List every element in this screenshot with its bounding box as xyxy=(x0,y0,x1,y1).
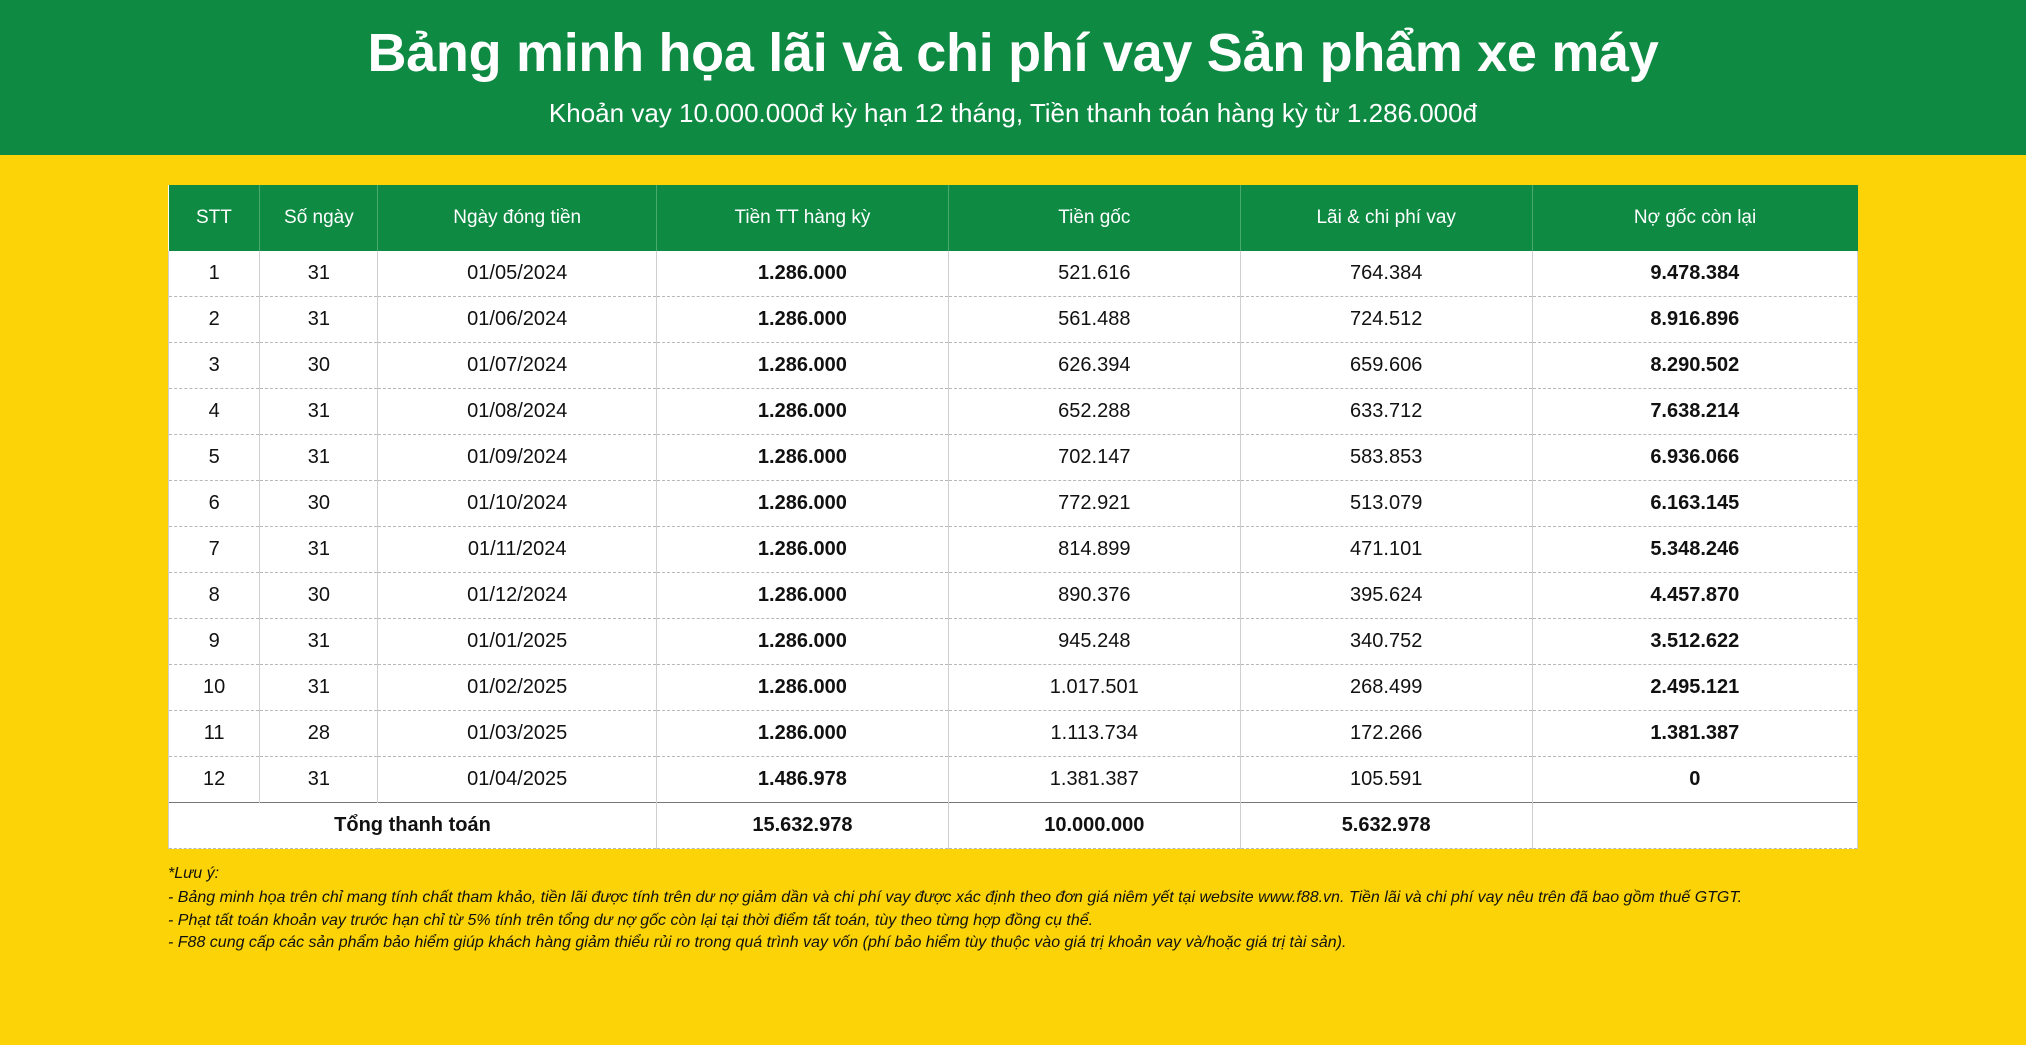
cell-remaining-principal: 4.457.870 xyxy=(1532,573,1857,619)
cell-principal: 1.017.501 xyxy=(948,665,1240,711)
cell-stt: 5 xyxy=(169,435,260,481)
cell-interest-fee: 633.712 xyxy=(1240,389,1532,435)
cell-payment-date: 01/05/2024 xyxy=(378,251,657,297)
cell-interest-fee: 395.624 xyxy=(1240,573,1532,619)
cell-stt: 3 xyxy=(169,343,260,389)
page-title: Bảng minh họa lãi và chi phí vay Sản phẩm xe máy xyxy=(367,23,1659,83)
cell-periodic-payment: 1.286.000 xyxy=(656,573,948,619)
cell-periodic-payment: 1.286.000 xyxy=(656,481,948,527)
cell-principal: 626.394 xyxy=(948,343,1240,389)
cell-interest-fee: 583.853 xyxy=(1240,435,1532,481)
cell-remaining-principal: 6.936.066 xyxy=(1532,435,1857,481)
cell-stt: 2 xyxy=(169,297,260,343)
table-row xyxy=(169,481,1858,527)
cell-principal: 521.616 xyxy=(948,251,1240,297)
cell-days: 30 xyxy=(260,573,378,619)
cell-stt: 9 xyxy=(169,619,260,665)
cell-interest-fee: 172.266 xyxy=(1240,711,1532,757)
cell-payment-date: 01/03/2025 xyxy=(378,711,657,757)
cell-payment-date: 01/01/2025 xyxy=(378,619,657,665)
cell-remaining-principal: 6.163.145 xyxy=(1532,481,1857,527)
table-row xyxy=(169,711,1858,757)
cell-remaining-principal: 1.381.387 xyxy=(1532,711,1857,757)
cell-periodic-payment: 1.286.000 xyxy=(656,619,948,665)
cell-stt: 8 xyxy=(169,573,260,619)
cell-days: 28 xyxy=(260,711,378,757)
cell-payment-date: 01/02/2025 xyxy=(378,665,657,711)
footnotes xyxy=(168,863,1858,955)
cell-days: 31 xyxy=(260,757,378,803)
footnote-line-2: - Phạt tất toán khoản vay trước hạn chỉ từ 5% tính trên tổng dư nợ gốc còn lại tại thời điểm tất toán, tùy theo từng hợp đồng cụ thể. xyxy=(168,911,1094,929)
cell-days: 31 xyxy=(260,389,378,435)
cell-days: 31 xyxy=(260,297,378,343)
cell-interest-fee: 724.512 xyxy=(1240,297,1532,343)
cell-days: 31 xyxy=(260,435,378,481)
cell-periodic-payment: 1.286.000 xyxy=(656,297,948,343)
cell-remaining-principal: 0 xyxy=(1532,757,1857,803)
cell-days: 31 xyxy=(260,527,378,573)
cell-periodic-payment: 1.286.000 xyxy=(656,711,948,757)
column-header-stt: STT xyxy=(169,185,260,251)
page-subtitle: Khoản vay 10.000.000đ kỳ hạn 12 tháng, Tiền thanh toán hàng kỳ từ 1.286.000đ xyxy=(548,98,1478,129)
cell-payment-date: 01/11/2024 xyxy=(378,527,657,573)
cell-days: 31 xyxy=(260,619,378,665)
table-row xyxy=(169,527,1858,573)
cell-periodic-payment: 1.286.000 xyxy=(656,251,948,297)
cell-principal: 772.921 xyxy=(948,481,1240,527)
page-header xyxy=(0,0,2026,155)
column-header-days: Số ngày xyxy=(260,185,378,251)
table-row xyxy=(169,389,1858,435)
table-body xyxy=(169,251,1858,849)
cell-payment-date: 01/07/2024 xyxy=(378,343,657,389)
cell-payment-date: 01/12/2024 xyxy=(378,573,657,619)
cell-periodic-payment: 1.286.000 xyxy=(656,665,948,711)
total-periodic-payment: 15.632.978 xyxy=(656,803,948,849)
cell-principal: 561.488 xyxy=(948,297,1240,343)
cell-days: 31 xyxy=(260,251,378,297)
cell-payment-date: 01/04/2025 xyxy=(378,757,657,803)
column-header-principal: Tiền gốc xyxy=(948,185,1240,251)
cell-stt: 10 xyxy=(169,665,260,711)
cell-remaining-principal: 5.348.246 xyxy=(1532,527,1857,573)
cell-interest-fee: 340.752 xyxy=(1240,619,1532,665)
cell-stt: 11 xyxy=(169,711,260,757)
cell-days: 31 xyxy=(260,665,378,711)
cell-interest-fee: 513.079 xyxy=(1240,481,1532,527)
total-principal: 10.000.000 xyxy=(948,803,1240,849)
cell-payment-date: 01/09/2024 xyxy=(378,435,657,481)
table-row xyxy=(169,297,1858,343)
table-row xyxy=(169,343,1858,389)
table-row xyxy=(169,573,1858,619)
cell-periodic-payment: 1.286.000 xyxy=(656,435,948,481)
footnote-title: *Lưu ý: xyxy=(168,865,220,883)
cell-interest-fee: 659.606 xyxy=(1240,343,1532,389)
cell-stt: 4 xyxy=(169,389,260,435)
cell-remaining-principal: 3.512.622 xyxy=(1532,619,1857,665)
cell-remaining-principal: 8.290.502 xyxy=(1532,343,1857,389)
cell-principal: 702.147 xyxy=(948,435,1240,481)
cell-stt: 1 xyxy=(169,251,260,297)
cell-principal: 1.113.734 xyxy=(948,711,1240,757)
cell-stt: 12 xyxy=(169,757,260,803)
cell-stt: 6 xyxy=(169,481,260,527)
cell-payment-date: 01/08/2024 xyxy=(378,389,657,435)
cell-remaining-principal: 2.495.121 xyxy=(1532,665,1857,711)
amortization-table-wrapper xyxy=(168,185,1858,849)
cell-interest-fee: 471.101 xyxy=(1240,527,1532,573)
table-row xyxy=(169,757,1858,803)
table-header-row xyxy=(169,185,1858,251)
cell-periodic-payment: 1.486.978 xyxy=(656,757,948,803)
column-header-remaining-principal: Nợ gốc còn lại xyxy=(1532,185,1857,251)
column-header-interest-fee: Lãi & chi phí vay xyxy=(1240,185,1532,251)
cell-interest-fee: 764.384 xyxy=(1240,251,1532,297)
cell-remaining-principal: 9.478.384 xyxy=(1532,251,1857,297)
footnote-line-1: - Bảng minh họa trên chỉ mang tính chất tham khảo, tiền lãi được tính trên dư nợ giảm dần và chi phí vay được xác định theo đơn giá niêm yết tại website www.f88.vn. Tiền lãi và chi phí vay nêu trên đã bao gồm thuế GTGT. xyxy=(168,889,1743,906)
cell-principal: 890.376 xyxy=(948,573,1240,619)
total-label: Tổng thanh toán xyxy=(169,803,657,849)
column-header-payment-date: Ngày đóng tiền xyxy=(378,185,657,251)
table-row xyxy=(169,619,1858,665)
table-header xyxy=(169,185,1858,251)
cell-stt: 7 xyxy=(169,527,260,573)
cell-days: 30 xyxy=(260,481,378,527)
footnote-line-3: - F88 cung cấp các sản phẩm bảo hiểm giúp khách hàng giảm thiểu rủi ro trong quá trình vay vốn (phí bảo hiểm tùy thuộc vào giá trị khoản vay và/hoặc giá trị tài sản). xyxy=(168,934,1347,952)
table-row xyxy=(169,251,1858,297)
cell-remaining-principal: 7.638.214 xyxy=(1532,389,1857,435)
table-row xyxy=(169,665,1858,711)
cell-interest-fee: 268.499 xyxy=(1240,665,1532,711)
cell-days: 30 xyxy=(260,343,378,389)
cell-payment-date: 01/06/2024 xyxy=(378,297,657,343)
cell-principal: 652.288 xyxy=(948,389,1240,435)
cell-periodic-payment: 1.286.000 xyxy=(656,389,948,435)
cell-payment-date: 01/10/2024 xyxy=(378,481,657,527)
cell-remaining-principal: 8.916.896 xyxy=(1532,297,1857,343)
cell-principal: 945.248 xyxy=(948,619,1240,665)
amortization-table xyxy=(168,185,1858,849)
cell-principal: 1.381.387 xyxy=(948,757,1240,803)
table-total-row xyxy=(169,803,1858,849)
cell-principal: 814.899 xyxy=(948,527,1240,573)
cell-interest-fee: 105.591 xyxy=(1240,757,1532,803)
cell-periodic-payment: 1.286.000 xyxy=(656,527,948,573)
total-remaining-principal xyxy=(1532,803,1857,849)
table-row xyxy=(169,435,1858,481)
column-header-periodic-payment: Tiền TT hàng kỳ xyxy=(656,185,948,251)
total-interest-fee: 5.632.978 xyxy=(1240,803,1532,849)
cell-periodic-payment: 1.286.000 xyxy=(656,343,948,389)
